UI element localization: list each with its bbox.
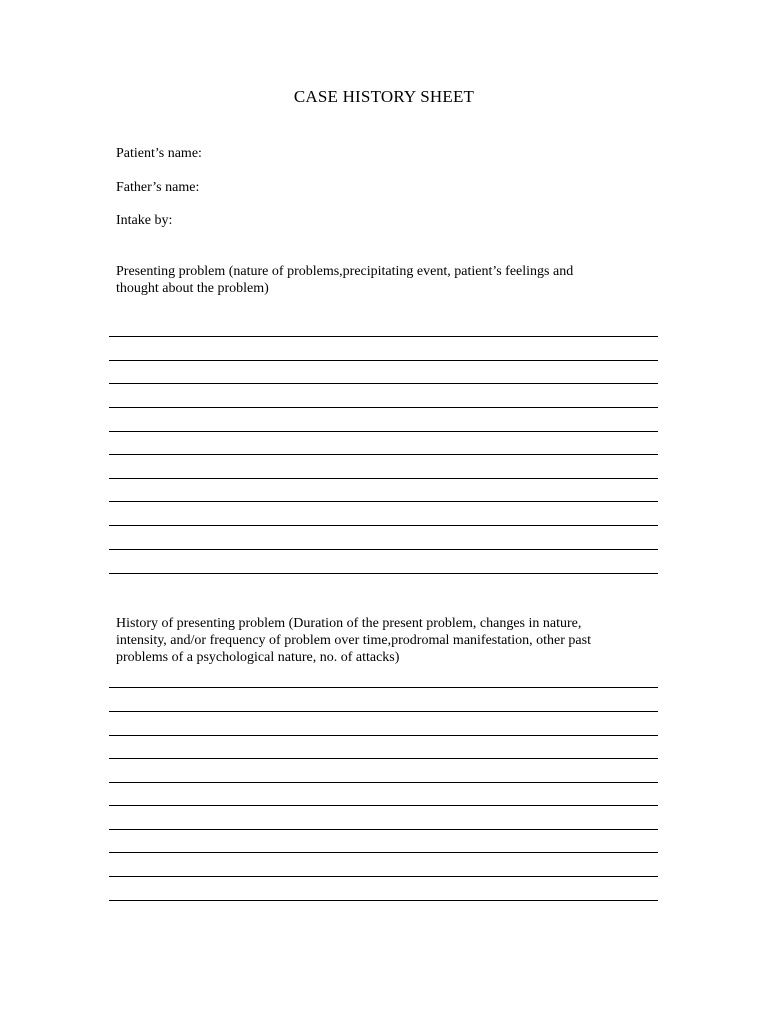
answer-line[interactable]: [109, 573, 658, 574]
answer-line[interactable]: [109, 852, 658, 853]
prompt-line: intensity, and/or frequency of problem over time,prodromal manifestation, other past: [116, 633, 591, 648]
history-of-presenting-problem-prompt: [116, 615, 676, 666]
answer-line[interactable]: [109, 383, 658, 384]
answer-line[interactable]: [109, 735, 658, 736]
answer-line[interactable]: [109, 478, 658, 479]
answer-line[interactable]: [109, 501, 658, 502]
prompt-line: thought about the problem): [116, 281, 269, 296]
answer-line[interactable]: [109, 876, 658, 877]
prompt-line: problems of a psychological nature, no. of attacks): [116, 650, 400, 665]
intake-by-label: Intake by:: [116, 213, 173, 228]
answer-line[interactable]: [109, 360, 658, 361]
answer-line[interactable]: [109, 525, 658, 526]
answer-line[interactable]: [109, 549, 658, 550]
answer-line[interactable]: [109, 782, 658, 783]
answer-line[interactable]: [109, 805, 658, 806]
answer-line[interactable]: [109, 829, 658, 830]
presenting-problem-prompt: [116, 263, 676, 297]
answer-line[interactable]: [109, 336, 658, 337]
answer-line[interactable]: [109, 900, 658, 901]
answer-line[interactable]: [109, 454, 658, 455]
answer-line[interactable]: [109, 407, 658, 408]
answer-line[interactable]: [109, 687, 658, 688]
patient-name-label: Patient’s name:: [116, 146, 202, 161]
prompt-line: History of presenting problem (Duration of the present problem, changes in nature,: [116, 616, 582, 631]
page-title: CASE HISTORY SHEET: [293, 87, 475, 106]
answer-line[interactable]: [109, 431, 658, 432]
prompt-line: Presenting problem (nature of problems,precipitating event, patient’s feelings and: [116, 264, 574, 279]
answer-line[interactable]: [109, 711, 658, 712]
answer-line[interactable]: [109, 758, 658, 759]
father-name-label: Father’s name:: [116, 180, 200, 195]
